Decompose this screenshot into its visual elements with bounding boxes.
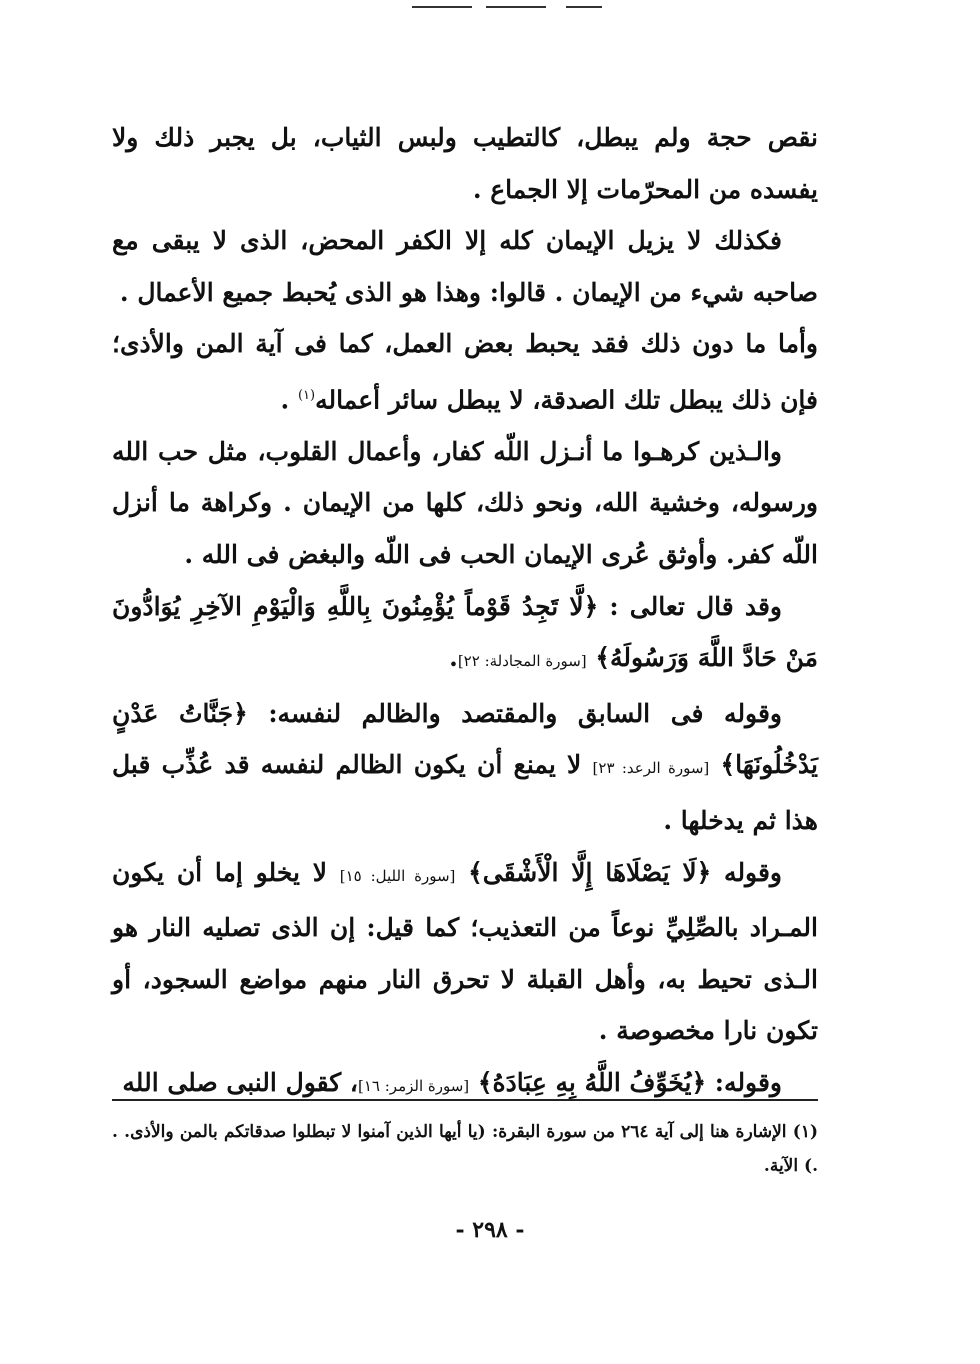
- footnote-separator: [112, 1099, 818, 1101]
- page-number: - ٢٩٨ -: [455, 1217, 525, 1243]
- paragraph-text: وقوله فى السابق والمقتصد والظالم لنفسه: ﴿جَنَّاتُ عَدْنٍ يَدْخُلُونَهَا﴾: [112, 698, 818, 780]
- paragraph: [112, 581, 818, 688]
- footnote: (١) الإشارة هنا إلى آية ٢٦٤ من سورة البقرة: (يا أيها الذين آمنوا لا تبطلوا صدقاتكم بالمن والأذى. . .) الآية.: [112, 1122, 818, 1176]
- paragraph-text: وقوله ﴿لَا يَصْلَاهَا إِلَّا الْأَشْقَى﴾: [455, 857, 782, 887]
- main-text: [112, 112, 818, 1113]
- paragraph: [112, 847, 818, 1057]
- paragraph-text: لا يخلو إما أن يكون المـراد بالصِّلِيِّ نوعاً من التعذيب؛ كما قيل: إن الذى تصليه النار هو الـذى تحيط به، وأهل القبلة لا تحرق النار منهم مواضع السجود، أو تكون نارا مخصوصة .: [112, 857, 818, 1046]
- paragraph-text: وأما ما دون ذلك فقد يحبط بعض العمل، كما فى آية المن والأذى؛ فإن ذلك يبطل تلك الصدقة، لا يبطل سائر أعماله: [112, 329, 818, 415]
- paragraph-text: وقوله: ﴿يُخَوِّفُ اللَّهُ بِهِ عِبَادَهُ﴾: [469, 1068, 782, 1098]
- paragraph-text: .: [280, 385, 298, 415]
- paragraph: فكذلك لا يزيل الإيمان كله إلا الكفر المحض، الذى لا يبقى مع صاحبه شيء من الإيمان . قالوا: وهذا هو الذى يُحبط جميع الأعمال .: [112, 226, 818, 307]
- quran-reference: [سورة الرعد: ٢٣]: [592, 759, 710, 778]
- paragraph-text: لا يمنع أن يكون الظالم لنفسه قد عُذِّب قبل هذا ثم يدخلها .: [112, 750, 818, 836]
- header-rule: [486, 6, 546, 8]
- quran-reference: [سورة الليل: ١٥]: [339, 866, 456, 885]
- paragraph: [112, 318, 818, 426]
- quran-reference: [سورة المجادلة: ٢٢]: [457, 652, 587, 671]
- paragraph-text: ، كقول النبى صلى الله: [122, 1068, 358, 1098]
- header-rule: [566, 6, 602, 8]
- paragraph: نقص حجة ولم يبطل، كالتطيب ولبس الثياب، بل يجبر ذلك ولا يفسده من المحرّمات إلا الجماع .: [112, 123, 818, 204]
- paragraph-text: .: [449, 643, 458, 673]
- paragraph: [112, 1057, 818, 1113]
- paragraph: [112, 688, 818, 847]
- header-rule: [412, 6, 472, 8]
- paragraph: والـذين كرهـوا ما أنـزل اللّه كفار، وأعمال القلوب، مثل حب الله ورسوله، وخشية الله، ونحو ذلك، كلها من الإيمان . وكراهة ما أنزل اللّه كفر. وأوثق عُرى الإيمان الحب فى اللّه والبغض فى الله .: [112, 436, 818, 570]
- paragraph-text: وقد قال تعالى : ﴿لَّا تَجِدُ قَوْماً يُؤْمِنُونَ بِاللَّهِ وَالْيَوْمِ الآخِرِ يُوَادُّونَ مَنْ حَادَّ اللَّهَ وَرَسُولَهُ﴾: [112, 591, 818, 673]
- quran-reference: [سورة الزمر: ١٦]: [357, 1077, 470, 1096]
- footnote-marker: (١): [297, 387, 316, 403]
